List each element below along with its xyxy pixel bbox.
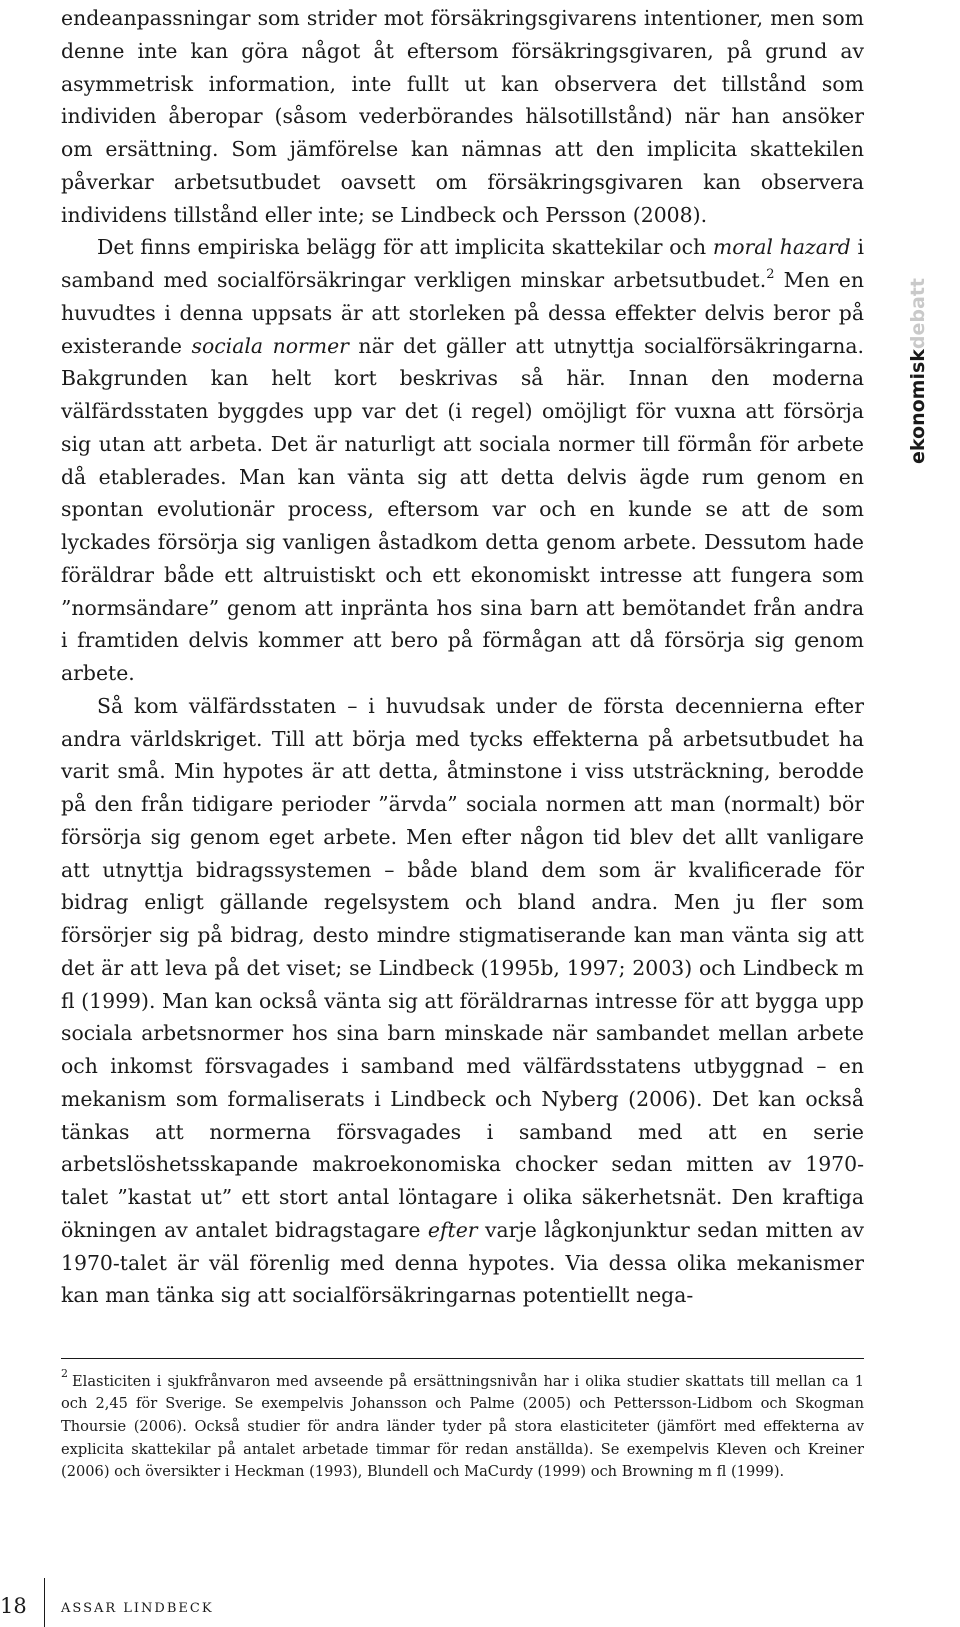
italic-term: efter xyxy=(427,1217,478,1242)
text-run: endeanpassningar som strider mot försäkringsgivarens intentioner, men som denne inte kan göra något åt eftersom försäkringsgivaren, på grund av asymmetrisk information, inte fullt ut kan observera det tillstånd som individen åberopar (såsom vederbörandes hälsotillstånd) när han ansöker om ersättning. Som jämförelse kan nämnas att den implicita skattekilen påverkar arbetsutbudet oavsett om försäkringsgivaren kan observera individens tillstånd eller inte; se Lindbeck och Persson (2008). xyxy=(61,6,864,227)
footnote-text: Elasticiten i sjukfrånvaron med avseende på ersättningsnivån har i olika studier skattats till mellan ca 1 och 2,45 för Sverige. Se exempelvis Johansson och Palme (2005) och Pettersson-Lidbom och Skogman Thoursie (2006). Också studier för andra länder tyder på stora elasticiteter (jämfört med effekterna av explicita skattekilar på antalet arbetade timmar för redan anställda). Se exempelvis Kleven och Kreiner (2006) och översikter i Heckman (1993), Blundell och MaCurdy (1999) och Browning m fl (1999). xyxy=(61,1372,864,1481)
journal-name-light: debatt xyxy=(907,278,929,350)
text-run: i samband med socialförsäkringar verkligen minskar arbetsutbudet. xyxy=(61,235,864,292)
paragraph-1 xyxy=(61,2,864,231)
journal-name-bold: ekonomisk xyxy=(907,349,929,464)
footnote-divider xyxy=(61,1358,864,1359)
running-footer-author: ASSAR LINDBECK xyxy=(61,1601,214,1616)
text-run: Men en huvudtes i denna uppsats är att storleken på dessa effekter delvis beror på existerande xyxy=(61,268,864,358)
italic-term: moral hazard xyxy=(712,235,851,260)
text-run: varje lågkonjunktur sedan mitten av 1970-talet är väl förenlig med denna hypotes. Via dessa olika mekanismer kan man tänka sig att socialförsäkringarnas potentiellt nega- xyxy=(61,1217,864,1308)
text-run: Så kom välfärdsstaten – i huvudsak under de första decennierna efter andra världskriget. Till att börja med tycks effekterna på arbetsutbudet ha varit små. Min hypotes är att detta, åtminstone i viss utsträckning, berodde på den från tidigare perioder ”ärvda” sociala normen att man (normalt) bör försörja sig genom eget arbete. Men efter någon tid blev det allt vanligare att utnyttja bidragssystemen – både bland dem som är kvalificerade för bidrag enligt gällande regelsystem och bland andra. Men ju fler som försörjer sig på bidrag, desto mindre stigmatiserande kan man vänta sig att det är att leva på det viset; se Lindbeck (1995b, 1997; 2003) och Lindbeck m fl (1999). Man kan också vänta sig att föräldrarnas intresse för att bygga upp sociala arbetsnormer hos sina barn minskade när sambandet mellan arbete och inkomst försvagades i samband med välfärdsstatens utbyggnad – en mekanism som formaliserats i Lindbeck och Nyberg (2006). Det kan också tänkas att normerna försvagades i samband med att en serie arbetslöshetsskapande makroekonomiska chocker sedan mitten av 1970-talet ”kastat ut” ett stort antal löntagare i olika säkerhetsnät. Den kraftiga ökningen av antalet bidragstagare xyxy=(61,693,864,1242)
body-text xyxy=(61,2,864,1312)
text-run: Det finns empiriska belägg för att implicita skattekilar och xyxy=(97,235,713,260)
text-run: när det gäller att utnyttja socialförsäkringarna. Bakgrunden kan helt kort beskrivas så här. Innan den moderna välfärdsstaten byggdes upp var det (i regel) omöjligt för vuxna att försörja sig utan att arbeta. Det är naturligt att sociala normer till förmån för arbete då etablerades. Man kan vänta sig att detta delvis ägde rum genom en spontan evolutionär process, eftersom var och en kunde se att de som lyckades försörja sig vanligen åstadkom detta genom arbete. Dessutom hade föräldrar både ett altruistiskt och ett ekonomiskt intresse att fungera som ”normsändare” genom att inpränta hos sina barn att bemötandet från andra i framtiden delvis kommer att bero på förmågan att då försörja sig genom arbete. xyxy=(61,333,864,685)
journal-side-label xyxy=(898,264,938,464)
footnote-number: 2 xyxy=(61,1367,68,1380)
footnote-ref: 2 xyxy=(766,267,775,283)
crop-mark xyxy=(44,1578,45,1627)
page-number: 18 xyxy=(0,1594,27,1618)
italic-term: sociala normer xyxy=(191,333,349,358)
paragraph-2 xyxy=(61,231,864,690)
paragraph-3 xyxy=(61,690,864,1312)
footnote xyxy=(61,1366,864,1484)
